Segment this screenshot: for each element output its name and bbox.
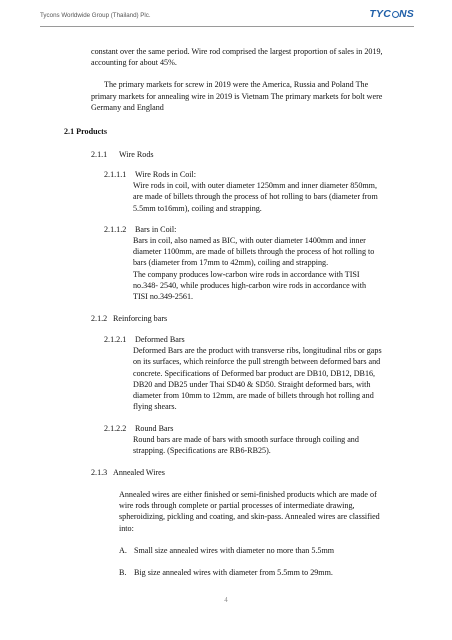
page-number: 4 bbox=[224, 596, 228, 604]
body-line: Round bars are made of bars with smooth surface through coiling and bbox=[133, 435, 359, 444]
list-item: Big size annealed wires with diameter from 5.5mm to 29mm. bbox=[134, 568, 333, 577]
body-line: on its surfaces, which reinforce the pull strength between deformed bars and bbox=[133, 357, 381, 366]
intro-line: The primary markets for screw in 2019 were the America, Russia and Poland The bbox=[104, 80, 369, 89]
intro-line: primary markets for annealing wire in 2019 is Vietnam The primary markets for bolt were bbox=[91, 92, 383, 101]
body-line: DB20 and DB25 under Thai SD40 & SD50. Straight deformed bars, with bbox=[133, 380, 371, 389]
body-line: Wire rods in coil, with outer diameter 1250mm and inner diameter 850mm, bbox=[133, 181, 377, 190]
body-line: 5.5mm to16mm), coiling and strapping. bbox=[133, 204, 262, 213]
intro-line: accounting for about 45%. bbox=[91, 58, 177, 67]
section-heading: 2.1 Products bbox=[64, 127, 108, 136]
subsection-title: Reinforcing bars bbox=[113, 314, 168, 323]
body-line: bars (diameter from 17mm to 42mm), coiling and strapping. bbox=[133, 258, 329, 267]
body-line: are made of billets through the process of hot rolling to bars (diameter from bbox=[133, 192, 378, 201]
subsection-title: Annealed Wires bbox=[113, 468, 165, 477]
logo-ring-icon bbox=[392, 11, 399, 18]
body-line: diameter 1100mm, are made of billets through the process of hot rolling to bbox=[133, 247, 375, 256]
item-title: Wire Rods in Coil: bbox=[135, 170, 197, 179]
body-line: spheroidizing, pickling and coating, and skin-pass. Annealed wires are classified bbox=[119, 512, 380, 521]
item-number: 2.1.2.2 bbox=[104, 424, 127, 433]
item-number: 2.1.2.1 bbox=[104, 335, 127, 344]
body-line: diameter from 10mm to 12mm, are made of billets through hot rolling and bbox=[133, 391, 374, 400]
company-name: Tycons Worldwide Group (Thailand) Plc. bbox=[40, 12, 151, 19]
body-line: Bars in coil, also named as BIC, with outer diameter 1400mm and inner bbox=[133, 236, 366, 245]
subsection-title: Wire Rods bbox=[119, 150, 154, 159]
list-label: B. bbox=[119, 568, 127, 577]
body-line: wire rods through complete or partial processes of intermediate drawing, bbox=[119, 501, 355, 510]
item-title: Round Bars bbox=[135, 424, 174, 433]
body-line: concrete. Specifications of Deformed bar product are DB10, DB12, DB16, bbox=[133, 369, 376, 378]
logo-text-end: NS bbox=[399, 8, 414, 20]
item-number: 2.1.1.1 bbox=[104, 170, 127, 179]
body-line: Annealed wires are either finished or semi-finished products which are made of bbox=[119, 490, 377, 499]
body-line: strapping. (Specifications are RB6-RB25). bbox=[133, 446, 271, 455]
intro-line: constant over the same period. Wire rod comprised the largest proportion of sales in 2019, bbox=[91, 47, 383, 56]
list-label: A. bbox=[119, 546, 127, 555]
item-title: Deformed Bars bbox=[135, 335, 185, 344]
list-item: Small size annealed wires with diameter no more than 5.5mm bbox=[134, 546, 335, 555]
subsection-number: 2.1.1 bbox=[91, 150, 108, 159]
page-header bbox=[40, 7, 414, 27]
item-number: 2.1.1.2 bbox=[104, 225, 127, 234]
body-line: into: bbox=[119, 524, 134, 533]
subsection-number: 2.1.3 bbox=[91, 468, 108, 477]
intro-line: Germany and England bbox=[91, 103, 164, 112]
body-line: Deformed Bars are the product with transverse ribs, longitudinal ribs or gaps bbox=[133, 346, 382, 355]
body-line: The company produces low-carbon wire rods in accordance with TISI bbox=[133, 270, 360, 279]
logo-text-start: TYC bbox=[369, 8, 391, 20]
body-line: no.348- 2540, while produces high-carbon wire rods in accordance with bbox=[133, 281, 367, 290]
body-line: TISI no.349-2561. bbox=[133, 292, 194, 301]
subsection-number: 2.1.2 bbox=[91, 314, 108, 323]
tycons-logo bbox=[369, 8, 414, 20]
body-line: flying shears. bbox=[133, 402, 177, 411]
item-title: Bars in Coil: bbox=[135, 225, 177, 234]
